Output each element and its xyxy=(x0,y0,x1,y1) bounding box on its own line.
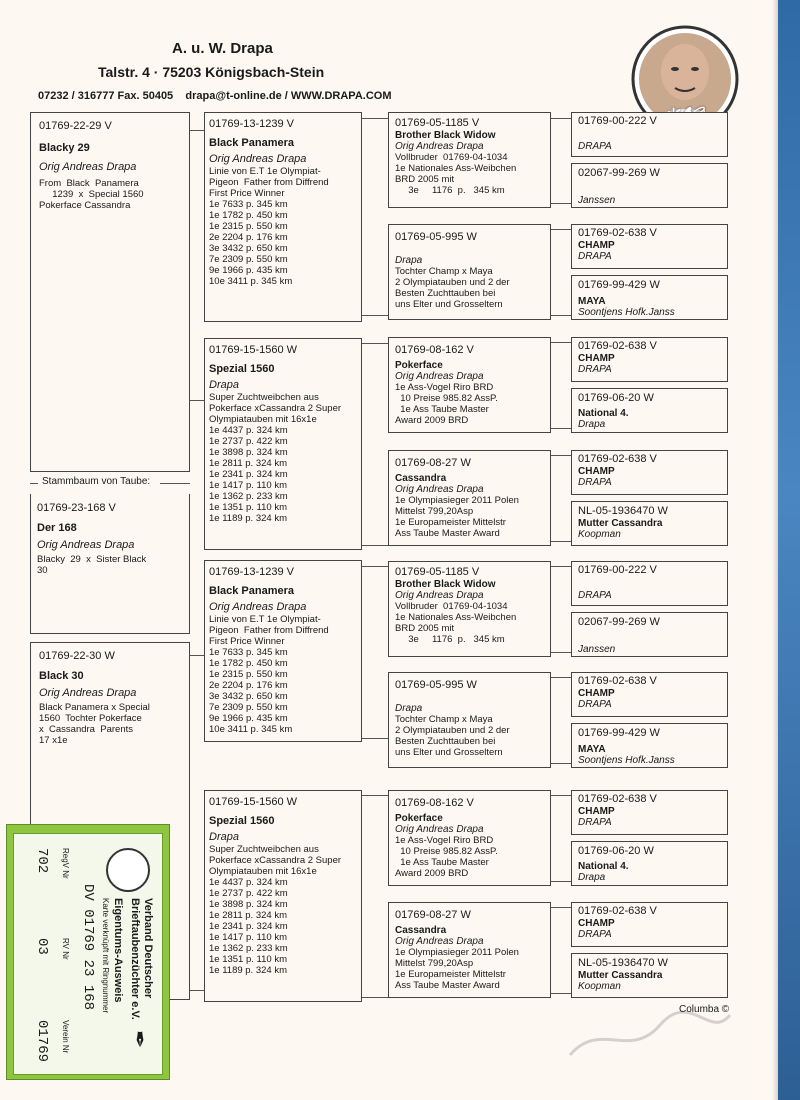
pigeon-name: Spezial 1560 xyxy=(209,363,275,375)
pigeon-name: Black Panamera xyxy=(209,137,294,149)
ring-number: 01769-22-30 W xyxy=(39,650,115,662)
connector xyxy=(362,566,388,567)
pedigree-box-col3 xyxy=(388,561,551,657)
pedigree-box-der168 xyxy=(30,494,190,634)
connector xyxy=(551,566,571,567)
result-line: 1e 1362 p. 233 km xyxy=(209,491,288,502)
breeder-address: Talstr. 4 · 75203 Königsbach-Stein xyxy=(98,64,325,80)
pedigree-box-col4 xyxy=(571,612,728,657)
origin: DRAPA xyxy=(578,251,612,262)
stammbaum-label: Stammbaum von Taube: xyxy=(42,476,151,487)
origin: DRAPA xyxy=(578,141,612,152)
rv-label: RV Nr xyxy=(61,938,70,960)
result-line: 1e 1417 p. 110 km xyxy=(209,932,287,943)
pedigree-box-col4 xyxy=(571,388,728,433)
columba-copyright: Columba © xyxy=(679,1004,730,1015)
ring-number: 01769-08-27 W xyxy=(395,909,471,921)
result-line: 1e 3898 p. 324 km xyxy=(209,899,288,910)
connector xyxy=(551,881,571,882)
ring-number: 01769-15-1560 W xyxy=(209,796,298,808)
origin: DRAPA xyxy=(578,929,612,940)
pigeon-name: Brother Black Widow xyxy=(395,579,496,590)
description: 1e Olympiasieger 2011 Polen Mittelst 799,20Asp 1e Europameister Mittelstr Ass Taube Master Award xyxy=(395,495,519,539)
pigeon-name: Brother Black Widow xyxy=(395,130,496,141)
connector xyxy=(362,118,388,119)
ring-number: 02067-99-269 W xyxy=(578,167,660,179)
pedigree-box-col2 xyxy=(204,790,362,1002)
result-line: 1e 4437 p. 324 km xyxy=(209,877,288,888)
rv-number: 03 xyxy=(34,938,50,955)
result-line: 7e 2309 p. 550 km xyxy=(209,254,288,265)
pigeon-name: Blacky 29 xyxy=(39,142,90,154)
ring-number: 01769-02-638 V xyxy=(578,675,657,687)
pigeon-name: Mutter Cassandra xyxy=(578,970,663,981)
ring-number: NL-05-1936470 W xyxy=(578,957,668,969)
origin: Orig Andreas Drapa xyxy=(395,141,484,152)
origin: DRAPA xyxy=(578,817,612,828)
regv-label: RegV Nr xyxy=(61,848,70,879)
origin: Orig Andreas Drapa xyxy=(395,936,484,947)
origin: Orig Andreas Drapa xyxy=(395,484,484,495)
ring-number: 01769-02-638 V xyxy=(578,227,657,239)
pigeon-name: Cassandra xyxy=(395,473,447,484)
origin: DRAPA xyxy=(578,477,612,488)
result-line: 1e 2341 p. 324 km xyxy=(209,921,288,932)
result-line: 1e 1189 p. 324 km xyxy=(209,513,287,524)
pedigree-box-col4 xyxy=(571,723,728,768)
pedigree-box-col3 xyxy=(388,337,551,433)
result-line: 3e 3432 p. 650 km xyxy=(209,243,288,254)
page-edge-shadow xyxy=(772,0,778,1100)
pigeon-name: CHAMP xyxy=(578,918,615,929)
result-line: 9e 1966 p. 435 km xyxy=(209,265,288,276)
pedigree-box-col4 xyxy=(571,672,728,717)
org-name-line2: Brieftaubenzüchter e.V. xyxy=(129,898,141,1020)
connector xyxy=(362,795,388,796)
result-line: 1e 1351 p. 110 km xyxy=(209,954,287,965)
pedigree-box-col4 xyxy=(571,224,728,269)
ring-number: 01769-06-20 W xyxy=(578,392,654,404)
origin: Drapa xyxy=(209,379,239,391)
ring-number: 01769-08-162 V xyxy=(395,344,474,356)
connector xyxy=(551,342,571,343)
origin: DRAPA xyxy=(578,699,612,710)
result-line: 1e 7633 p. 345 km xyxy=(209,647,288,658)
pedigree-box-blacky29 xyxy=(30,112,190,472)
pedigree-note: Blacky 29 x Sister Black 30 xyxy=(37,554,147,576)
result-line: 3e 3432 p. 650 km xyxy=(209,691,288,702)
ring-number: 02067-99-269 W xyxy=(578,616,660,628)
result-line: 1e 1782 p. 450 km xyxy=(209,210,288,221)
origin: Orig Andreas Drapa xyxy=(209,153,307,165)
result-line: 1e 1351 p. 110 km xyxy=(209,502,287,513)
connector xyxy=(551,118,571,119)
origin: Drapa xyxy=(578,419,606,430)
email-web: drapa@t-online.de / WWW.DRAPA.COM xyxy=(185,90,392,102)
description: Vollbruder 01769-04-1034 1e Nationales Ass-Weibchen BRD 2005 mit 3e 1176 p. 345 km xyxy=(395,601,517,645)
ownership-card xyxy=(6,824,170,1080)
ring-number: 01769-02-638 V xyxy=(578,793,657,805)
pedigree-box-col4 xyxy=(571,902,728,947)
ring-number: 01769-00-222 V xyxy=(578,564,657,576)
origin: Orig Andreas Drapa xyxy=(395,371,484,382)
connector xyxy=(551,907,571,908)
pigeon-name: Mutter Cassandra xyxy=(578,518,663,529)
connector xyxy=(551,541,571,542)
connector xyxy=(551,763,571,764)
pigeon-name: MAYA xyxy=(578,296,606,307)
ring-number: 01769-02-638 V xyxy=(578,340,657,352)
result-line: 1e 2315 p. 550 km xyxy=(209,221,288,232)
result-line: 1e 1417 p. 110 km xyxy=(209,480,287,491)
origin: Orig Andreas Drapa xyxy=(395,590,484,601)
pedigree-box-col4 xyxy=(571,841,728,886)
description: Linie von E.T 1e Olympiat- Pigeon Father from Diffrend First Price Winner xyxy=(209,166,329,199)
origin: Koopman xyxy=(578,529,621,540)
ring-number: 01769-02-638 V xyxy=(578,905,657,917)
pedigree-box-col3 xyxy=(388,112,551,208)
result-line: 10e 3411 p. 345 km xyxy=(209,276,293,287)
pedigree-note: Black Panamera x Special 1560 Tochter Pokerface x Cassandra Parents 17 x1e xyxy=(39,702,150,746)
description: Super Zuchtweibchen aus Pokerface xCassandra 2 Super Olympiatauben mit 16x1e xyxy=(209,392,342,425)
connector xyxy=(551,203,571,204)
connector xyxy=(551,652,571,653)
connector xyxy=(551,677,571,678)
pen-icon: ✒ xyxy=(127,1030,152,1049)
pigeon-name: Der 168 xyxy=(37,522,77,534)
origin: Drapa xyxy=(209,831,239,843)
ring-number: 01769-13-1239 V xyxy=(209,118,295,130)
origin: Orig Andreas Drapa xyxy=(209,601,307,613)
result-line: 1e 2315 p. 550 km xyxy=(209,669,288,680)
pigeon-name: Cassandra xyxy=(395,925,447,936)
pigeon-name: MAYA xyxy=(578,744,606,755)
description: 1e Olympiasieger 2011 Polen Mittelst 799,20Asp 1e Europameister Mittelstr Ass Taube Master Award xyxy=(395,947,519,991)
pedigree-box-col3 xyxy=(388,672,551,768)
regv-number: 702 xyxy=(34,848,50,874)
pedigree-box-col4 xyxy=(571,953,728,998)
pigeon-name: Black Panamera xyxy=(209,585,294,597)
pigeon-name: National 4. xyxy=(578,408,629,419)
connector xyxy=(190,990,204,991)
connector xyxy=(551,795,571,796)
result-line: 1e 2811 p. 324 km xyxy=(209,458,287,469)
result-line: 1e 3898 p. 324 km xyxy=(209,447,288,458)
description: Linie von E.T 1e Olympiat- Pigeon Father from Diffrend First Price Winner xyxy=(209,614,329,647)
description: 1e Ass-Vogel Riro BRD 10 Preise 985.82 AssP. 1e Ass Taube Master Award 2009 BRD xyxy=(395,382,498,426)
origin: Janssen xyxy=(578,195,616,206)
origin: Drapa xyxy=(578,872,606,883)
ring-number: 01769-05-1185 V xyxy=(395,566,480,578)
connector xyxy=(551,428,571,429)
pigeon-name: Pokerface xyxy=(395,813,443,824)
ring-number: 01769-02-638 V xyxy=(578,453,657,465)
connector xyxy=(190,655,204,656)
pedigree-box-col3 xyxy=(388,790,551,886)
result-line: 2e 2204 p. 176 km xyxy=(209,232,288,243)
pedigree-box-col4 xyxy=(571,112,728,157)
ownership-card-panel xyxy=(13,833,163,1075)
origin: Drapa xyxy=(395,255,423,266)
origin: DRAPA xyxy=(578,364,612,375)
pedigree-box-col3 xyxy=(388,450,551,546)
card-title: Eigentums-Ausweis xyxy=(112,898,124,1003)
pedigree-box-col2 xyxy=(204,560,362,742)
result-line: 2e 2204 p. 176 km xyxy=(209,680,288,691)
result-line: 1e 1189 p. 324 km xyxy=(209,965,287,976)
origin: Orig Andreas Drapa xyxy=(37,539,135,551)
connector xyxy=(362,545,388,546)
pedigree-box-col2 xyxy=(204,112,362,322)
description: Super Zuchtweibchen aus Pokerface xCassandra 2 Super Olympiatauben mit 16x1e xyxy=(209,844,342,877)
connector xyxy=(190,400,204,401)
description: Tochter Champ x Maya 2 Olympiatauben und 2 der Besten Zuchttauben bei uns Elter und Grosseltern xyxy=(395,266,510,310)
origin: Orig Andreas Drapa xyxy=(395,824,484,835)
pigeon-name: CHAMP xyxy=(578,688,615,699)
origin: Drapa xyxy=(395,703,423,714)
result-line: 1e 4437 p. 324 km xyxy=(209,425,288,436)
ring-number: 01769-05-995 W xyxy=(395,679,477,691)
result-line: 1e 2737 p. 422 km xyxy=(209,888,288,899)
pigeon-name: CHAMP xyxy=(578,353,615,364)
card-ring-number: DV 01769 23 168 xyxy=(80,884,96,1011)
ring-number: 01769-06-20 W xyxy=(578,845,654,857)
origin: DRAPA xyxy=(578,590,612,601)
pigeon-name: Spezial 1560 xyxy=(209,815,275,827)
pigeon-name: CHAMP xyxy=(578,806,615,817)
description: Vollbruder 01769-04-1034 1e Nationales Ass-Weibchen BRD 2005 mit 3e 1176 p. 345 km xyxy=(395,152,517,196)
phone-fax: 07232 / 316777 Fax. 50405 xyxy=(38,90,174,102)
ring-number: 01769-22-29 V xyxy=(39,120,112,132)
connector xyxy=(551,229,571,230)
origin: Soontjens Hofk.Janss xyxy=(578,755,675,766)
ring-number: 01769-05-995 W xyxy=(395,231,477,243)
pedigree-box-col3 xyxy=(388,224,551,320)
ring-number: 01769-99-429 W xyxy=(578,279,660,291)
stammbaum-line-right xyxy=(160,483,190,484)
stammbaum-line-left xyxy=(30,483,38,484)
verein-number: 01769 xyxy=(34,1020,50,1063)
pedigree-box-col4 xyxy=(571,450,728,495)
pigeon-name: CHAMP xyxy=(578,240,615,251)
result-line: 1e 2737 p. 422 km xyxy=(209,436,288,447)
pedigree-box-col4 xyxy=(571,561,728,606)
page-edge-stripe xyxy=(778,0,800,1100)
pedigree-box-col4 xyxy=(571,790,728,835)
ring-number: 01769-08-162 V xyxy=(395,797,474,809)
pedigree-box-col4 xyxy=(571,163,728,208)
connector xyxy=(362,997,388,998)
verein-label: Verein Nr xyxy=(61,1020,70,1054)
origin: Soontjens Hofk.Janss xyxy=(578,307,675,318)
org-name-line1: Verband Deutscher xyxy=(142,898,154,999)
connector xyxy=(551,993,571,994)
result-line: 1e 2341 p. 324 km xyxy=(209,469,288,480)
pedigree-box-col4 xyxy=(571,337,728,382)
connector xyxy=(362,315,388,316)
pedigree-note: From Black Panamera 1239 x Special 1560 Pokerface Cassandra xyxy=(39,178,144,211)
pigeon-name: Pokerface xyxy=(395,360,443,371)
pedigree-box-col3 xyxy=(388,902,551,998)
pigeon-name: CHAMP xyxy=(578,466,615,477)
pedigree-box-col4 xyxy=(571,275,728,320)
ring-number: 01769-23-168 V xyxy=(37,502,116,514)
result-line: 1e 2811 p. 324 km xyxy=(209,910,287,921)
origin: Koopman xyxy=(578,981,621,992)
ring-number: NL-05-1936470 W xyxy=(578,505,668,517)
result-line: 1e 7633 p. 345 km xyxy=(209,199,288,210)
origin: Orig Andreas Drapa xyxy=(39,161,137,173)
pigeon-name: National 4. xyxy=(578,861,629,872)
pedigree-box-col2 xyxy=(204,338,362,550)
description: Tochter Champ x Maya 2 Olympiatauben und 2 der Besten Zuchttauben bei uns Elter und Grosseltern xyxy=(395,714,510,758)
connector xyxy=(190,130,204,131)
result-line: 1e 1362 p. 233 km xyxy=(209,943,288,954)
ring-number: 01769-99-429 W xyxy=(578,727,660,739)
result-line: 9e 1966 p. 435 km xyxy=(209,713,288,724)
connector xyxy=(362,738,388,739)
connector xyxy=(551,455,571,456)
vdbt-logo-icon xyxy=(106,848,150,892)
ring-number: 01769-13-1239 V xyxy=(209,566,295,578)
origin: Orig Andreas Drapa xyxy=(39,687,137,699)
result-line: 10e 3411 p. 345 km xyxy=(209,724,293,735)
result-line: 1e 1782 p. 450 km xyxy=(209,658,288,669)
connector xyxy=(362,343,388,344)
card-subtitle: Karte verknüpft mit Ringnummer xyxy=(101,898,110,1014)
connector xyxy=(551,315,571,316)
ring-number: 01769-08-27 W xyxy=(395,457,471,469)
breeder-name: A. u. W. Drapa xyxy=(172,40,273,57)
pigeon-name: Black 30 xyxy=(39,670,84,682)
ring-number: 01769-15-1560 W xyxy=(209,344,298,356)
ownership-card-content xyxy=(7,825,171,1081)
description: 1e Ass-Vogel Riro BRD 10 Preise 985.82 AssP. 1e Ass Taube Master Award 2009 BRD xyxy=(395,835,498,879)
breeder-contact xyxy=(38,90,392,102)
pedigree-box-col4 xyxy=(571,501,728,546)
ring-number: 01769-05-1185 V xyxy=(395,117,480,129)
result-line: 7e 2309 p. 550 km xyxy=(209,702,288,713)
ring-number: 01769-00-222 V xyxy=(578,115,657,127)
origin: Janssen xyxy=(578,644,616,655)
